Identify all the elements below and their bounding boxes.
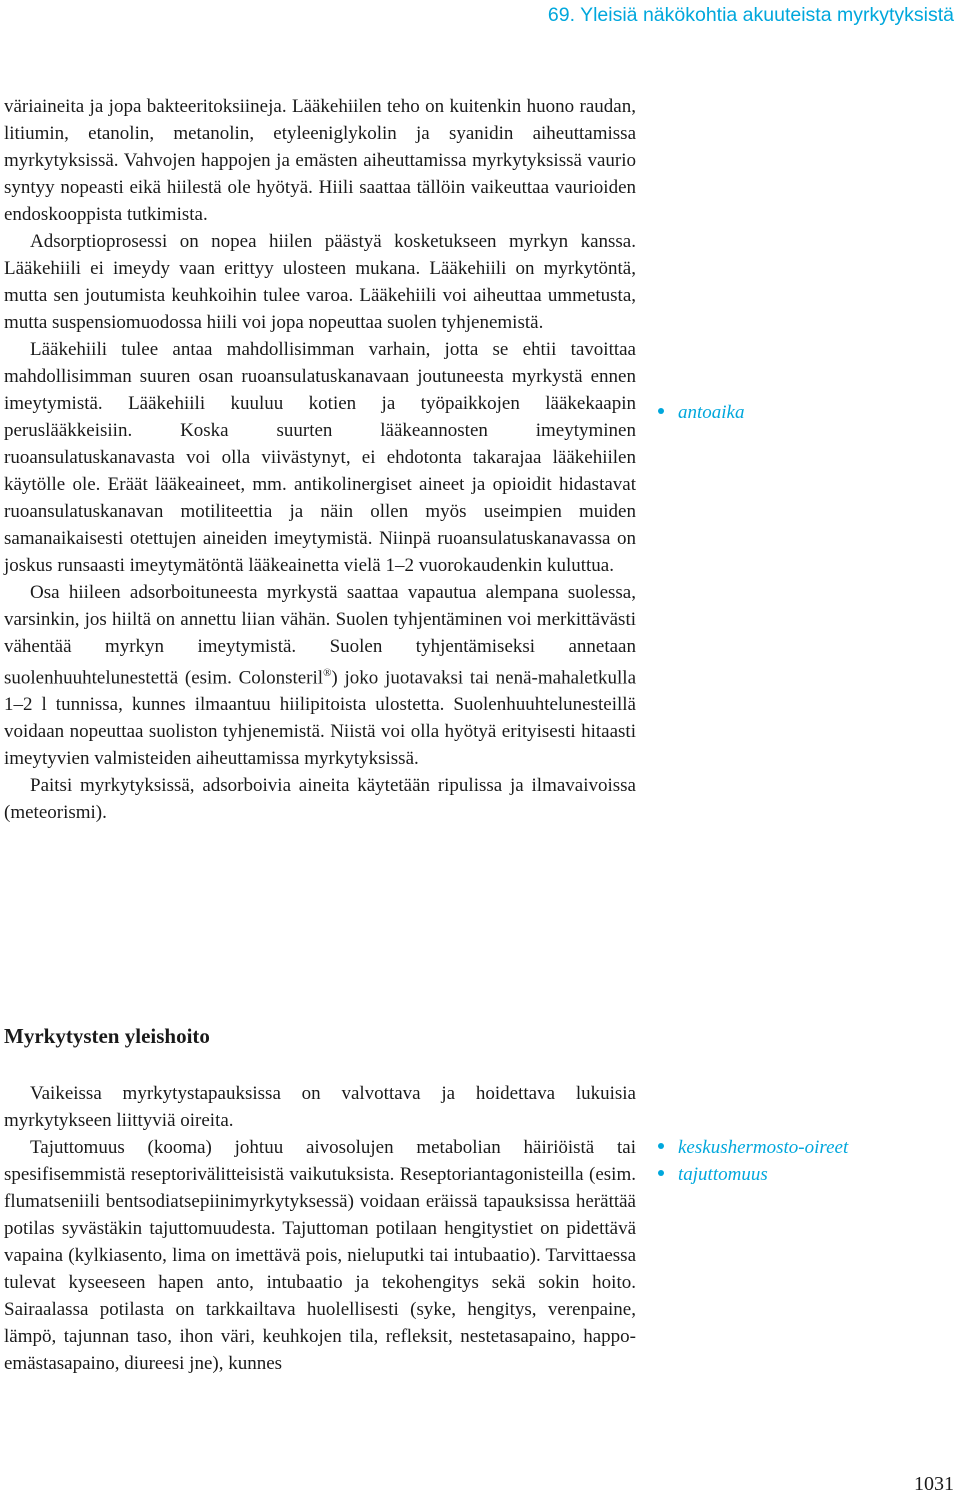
margin-note-label: antoaika <box>678 402 745 423</box>
section-heading: Myrkytysten yleishoito <box>4 1024 210 1048</box>
paragraph-text: Osa hiileen adsorboituneesta myrkystä saattaa vapautua alempana suolessa, varsinkin, jos hiiltä on annettu liian vähän. Suolen tyhjentäminen voi merkittävästi vähentää myrkyn imeytymistä. Suolen tyhjentämiseksi annetaan suolenhuuhtelunestettä (esim. Colonsteril <box>4 582 636 689</box>
margin-note-keskushermosto-oireet <box>658 1134 848 1161</box>
page-number: 1031 <box>914 1473 954 1495</box>
page-header <box>0 0 960 40</box>
body-text-top <box>4 93 636 826</box>
chapter-title: 69. Yleisiä näkökohtia akuuteista myrkytyksistä <box>547 4 954 26</box>
margin-note-label: keskushermosto-oireet <box>678 1137 849 1158</box>
paragraph <box>4 579 636 772</box>
paragraph: Vaikeissa myrkytystapauksissa on valvottava ja hoidettava lukuisia myrkytykseen liittyviä oireita. <box>4 1083 636 1131</box>
paragraph: Lääkehiili tulee antaa mahdollisimman varhain, jotta se ehtii tavoittaa mahdollisimman suuren osan ruoansulatuskanavaan joutuneesta myrkystä ennen imeytymistä. Lääkehiili kuuluu kotien ja työpaikkojen lääkekaapin peruslääkkeisiin. Koska suurten lääkeannosten imeytyminen ruoansulatuskanavasta voi olla viivästynyt, ei ehdotonta takarajaa lääkehiilen käytölle ole. Eräät lääkeaineet, mm. antikolinergiset aineet ja opioidit hidastavat ruoansulatuskanavan motiliteettia ja näin ollen myös useimpien muiden samanaikaisesti otettujen aineiden imeytymistä. Niinpä ruoansulatuskanavassa on joskus runsaasti imeytymätöntä lääkeainetta vielä 1–2 vuorokaudenkin kuluttua. <box>4 339 636 576</box>
paragraph: Tajuttomuus (kooma) johtuu aivosolujen metabolian häiriöistä tai spesifisemmistä reseptorivälitteisistä vaikutuksista. Reseptoriantagonisteilla (esim. flumatseniili bentsodiatsepiinimyrkytyksessä) voidaan eräissä tapauksissa herättää potilas syvästäkin tajuttomuudesta. Tajuttoman potilaan hengitystiet on pidettävä vapaina (kylkiasento, lima on imettävä pois, nieluputki tai intubaatio). Tarvittaessa tulevat kyseeseen hapen anto, intubaatio ja tekohengitys sekä sokin hoito. Sairaalassa potilasta on tarkkailtava huolellisesti (syke, hengitys, verenpaine, lämpö, tajunnan taso, ihon väri, keuhkojen tila, refleksit, nestetasapaino, happo-emästasapaino, diureesi jne), kunnes <box>4 1137 636 1374</box>
bullet-icon <box>658 1143 664 1149</box>
bullet-icon <box>658 408 664 414</box>
body-text-section <box>4 1080 636 1377</box>
paragraph-text: ) joko juotavaksi tai nenä-mahaletkulla 1–2 l tunnissa, kunnes ilmaantuu hiilipitoista ulostetta. Suolenhuuhtelunesteillä voidaan nopeuttaa suoliston tyhjenemistä. Niistä voi olla hyötyä erityisesti hitaasti imeytyvien valmisteiden aiheuttamissa myrkytyksissä. <box>4 667 636 770</box>
margin-note-antoaika <box>658 399 745 426</box>
registered-mark: ® <box>323 667 332 679</box>
bullet-icon <box>658 1170 664 1176</box>
paragraph: väriaineita ja jopa bakteeritoksiineja. Lääkehiilen teho on kuitenkin huono raudan, litiumin, etanolin, metanolin, etyleeniglykolin ja syanidin aiheuttamissa myrkytyksissä. Vahvojen happojen ja emästen aiheuttamissa myrkytyksissä vaurio syntyy nopeasti eikä hiilestä ole hyötyä. Hiili saattaa tällöin vaikeuttaa vaurioiden endoskooppista tutkimista. <box>4 96 636 225</box>
margin-note-tajuttomuus <box>658 1161 768 1188</box>
paragraph: Paitsi myrkytyksissä, adsorboivia aineita käytetään ripulissa ja ilmavaivoissa (meteorismi). <box>4 775 636 824</box>
margin-note-label: tajuttomuus <box>678 1164 768 1185</box>
paragraph: Adsorptioprosessi on nopea hiilen päästyä kosketukseen myrkyn kanssa. Lääkehiili ei imeydy vaan erittyy ulosteen mukana. Lääkehiili on myrkytöntä, mutta sen joutumista keuhkoihin tulee varoa. Lääkehiili voi aiheuttaa ummetusta, mutta suspensiomuodossa hiili voi jopa nopeuttaa suolen tyhjenemistä. <box>4 231 636 333</box>
